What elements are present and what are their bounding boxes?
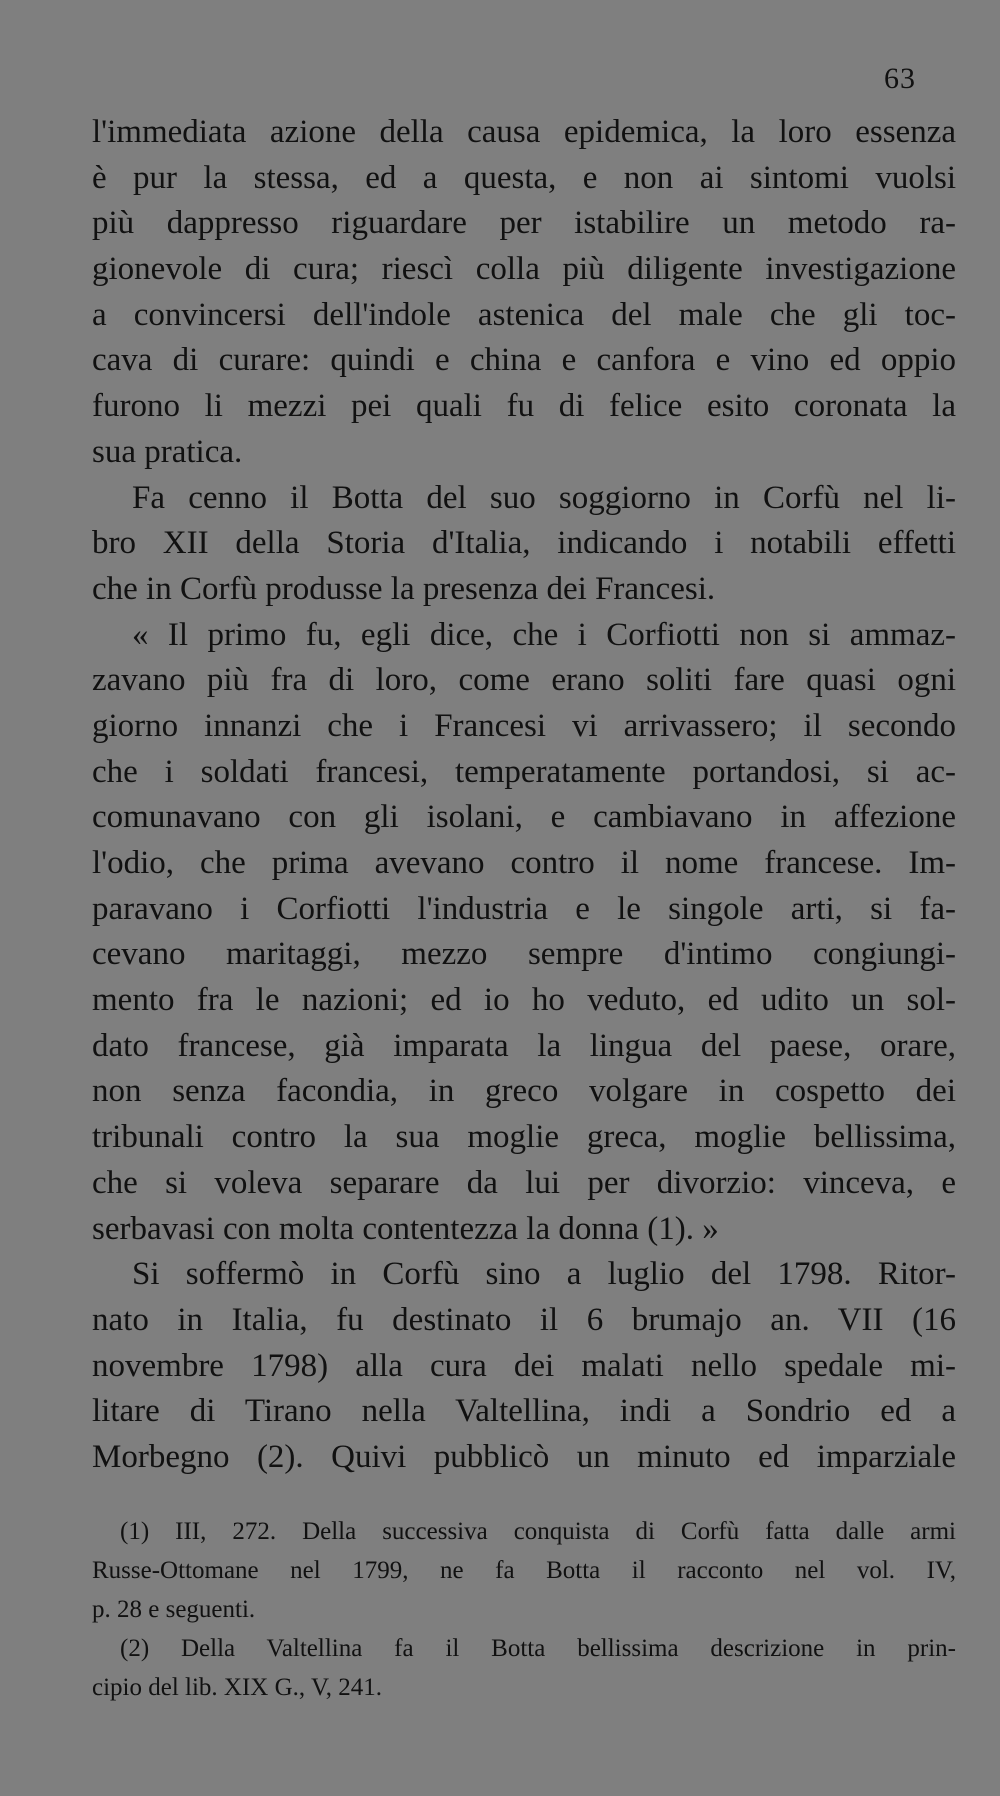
- text-line: sua pratica.: [92, 433, 243, 470]
- text-line: Morbegno (2). Quivi pubblicò un minuto ed imparziale: [92, 1438, 956, 1475]
- footnote-line: p. 28 e seguenti.: [92, 1596, 256, 1623]
- text-line: comunavano con gli isolani, e cambiavano in affezione: [92, 799, 956, 836]
- book-page: [92, 0, 956, 1796]
- text-line: cevano maritaggi, mezzo sempre d'intimo congiungi-: [92, 936, 956, 973]
- footnote-line: (1) III, 272. Della successiva conquista di Corfù fatta dalle armi: [120, 1518, 956, 1545]
- text-line: cava di curare: quindi e china e canfora e vino ed oppio: [92, 342, 956, 379]
- text-line: Fa cenno il Botta del suo soggiorno in Corfù nel li-: [132, 479, 956, 516]
- page-number: 63: [884, 62, 916, 95]
- text-line: l'odio, che prima avevano contro il nome francese. Im-: [92, 845, 956, 881]
- body-text: [92, 110, 956, 1481]
- text-line: l'immediata azione della causa epidemica, la loro essenza: [92, 114, 956, 150]
- text-line: a convincersi dell'indole astenica del male che gli toc-: [92, 296, 956, 333]
- text-line: serbavasi con molta contentezza la donna (1). »: [92, 1210, 719, 1247]
- text-line: litare di Tirano nella Valtellina, indi a Sondrio ed a: [92, 1393, 956, 1430]
- footnotes: [92, 1512, 956, 1707]
- text-line: non senza facondia, in greco volgare in cospetto dei: [92, 1073, 956, 1110]
- text-line: bro XII della Storia d'Italia, indicando i notabili effetti: [92, 525, 956, 562]
- footnote-line: Russe-Ottomane nel 1799, ne fa Botta il racconto nel vol. IV,: [92, 1557, 956, 1584]
- text-line: che i soldati francesi, temperatamente portandosi, si ac-: [92, 753, 956, 790]
- text-line: nato in Italia, fu destinato il 6 brumajo an. VII (16: [92, 1301, 956, 1338]
- text-line: zavano più fra di loro, come erano soliti fare quasi ogni: [92, 662, 956, 699]
- text-line: che si voleva separare da lui per divorzio: vinceva, e: [92, 1164, 956, 1201]
- text-line: Si soffermò in Corfù sino a luglio del 1798. Ritor-: [132, 1256, 956, 1293]
- text-line: gionevole di cura; riescì colla più diligente investigazione: [92, 251, 956, 288]
- text-line: che in Corfù produsse la presenza dei Francesi.: [92, 570, 716, 607]
- text-line: è pur la stessa, ed a questa, e non ai sintomi vuolsi: [92, 159, 956, 196]
- text-line: paravano i Corfiotti l'industria e le singole arti, si fa-: [92, 890, 956, 927]
- footnote-line: cipio del lib. XIX G., V, 241.: [92, 1674, 383, 1701]
- text-line: più dappresso riguardare per istabilire un metodo ra-: [92, 205, 956, 242]
- text-line: furono li mezzi pei quali fu di felice esito coronata la: [92, 388, 956, 425]
- text-line: novembre 1798) alla cura dei malati nello spedale mi-: [92, 1347, 956, 1384]
- text-line: tribunali contro la sua moglie greca, moglie bellissima,: [92, 1119, 956, 1156]
- text-line: giorno innanzi che i Francesi vi arrivassero; il secondo: [92, 707, 956, 744]
- text-line: mento fra le nazioni; ed io ho veduto, ed udito un sol-: [92, 982, 956, 1019]
- text-line: dato francese, già imparata la lingua del paese, orare,: [92, 1027, 956, 1064]
- footnote-line: (2) Della Valtellina fa il Botta bellissima descrizione in prin-: [120, 1635, 956, 1662]
- text-line: « Il primo fu, egli dice, che i Corfiotti non si ammaz-: [132, 616, 956, 653]
